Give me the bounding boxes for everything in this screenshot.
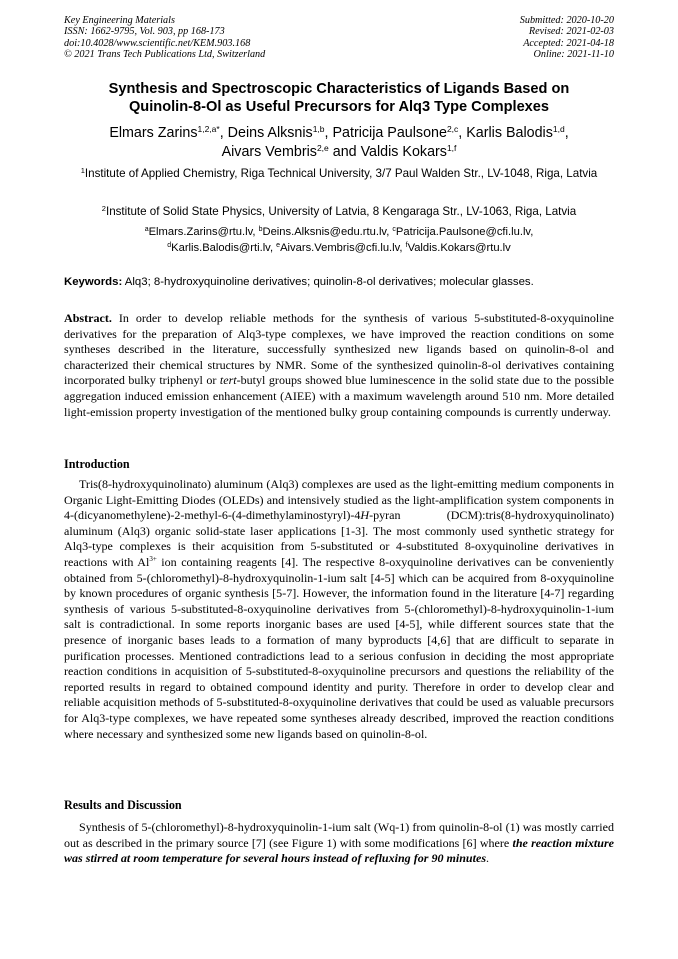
author-affiliation-mark: 1,b: [312, 124, 325, 134]
email-address[interactable]: Patricija.Paulsone@cfi.lu.lv: [395, 226, 531, 238]
email-address[interactable]: Karlis.Balodis@rti.lv: [171, 242, 270, 254]
issn-line: ISSN: 1662-9795, Vol. 903, pp 168-173: [64, 26, 225, 38]
abstract-italic-term: tert: [219, 373, 237, 388]
email-separator: ,: [386, 226, 393, 238]
submitted-date: Submitted: 2020-10-20: [519, 15, 614, 26]
affiliation-2: [64, 204, 614, 220]
introduction-text-2: -pyran (DCM):tris(8-hydroxyquinolinato) aluminum (Alq3) organic solid-state laser applications [1-3]. The most commonly used synthetic strategy for Alq3-type complexes is their acquisition from 5-substituted or 4-substituted 8-oxyquinoline derivatives in reactions with Al: [64, 508, 614, 569]
email-mark: c: [392, 226, 396, 233]
email-mark: f: [405, 242, 408, 249]
author-affiliation-mark: 1,f: [446, 142, 457, 153]
author-name: Karlis Balodis: [466, 125, 553, 141]
results-emphasis: the reaction mixture was stirred at room temperature for several hours instead of refluxing for 90 minutes: [64, 835, 614, 866]
author-separator: and: [328, 143, 361, 160]
introduction-heading: Introduction: [64, 457, 130, 471]
ion-charge: 3+: [149, 554, 157, 563]
author-affiliation-mark: 2,e: [316, 142, 329, 153]
keywords-text: Alq3; 8-hydroxyquinoline derivatives; quinolin-8-ol derivatives; molecular glasses.: [124, 276, 534, 288]
author-affiliation-mark: 1,d: [552, 124, 565, 134]
email-separator: ,: [399, 242, 406, 254]
abstract-text-1: In order to develop reliable methods for the synthesis of various 5-substituted-8-oxyquinoline derivatives for the preparation of Alq3-type complexes, we have improved the reaction conditions on some syntheses described in the literature, successfully synthesized new ligands based on quinolin-8-ol and characterized their chemical structures by NMR. Some of the synthesized quinolin-8-ol derivatives containing incorporated bulky triphenyl or: [64, 311, 614, 388]
journal-header-left: [64, 15, 265, 60]
email-address[interactable]: Deins.Alksnis@edu.rtu.lv: [262, 226, 387, 238]
paper-title: [64, 80, 614, 116]
affiliation-text: Institute of Solid State Physics, University of Latvia, 8 Kengaraga Str., LV-1063, Riga, Latvia: [105, 205, 577, 218]
keywords-label: Keywords:: [64, 276, 123, 288]
abstract-label: Abstract.: [64, 311, 112, 325]
author-affiliation-mark: 1,2,a*: [197, 124, 220, 134]
revised-date: Revised: 2021-02-03: [528, 26, 614, 38]
author-separator: ,: [564, 125, 569, 141]
results-section: [64, 820, 614, 867]
introduction-text-3: ion containing reagents [4]. The respective 8-oxyquinoline derivatives can be conveniently obtained from 5-(chloromethyl)-8-hydroxyquinolin-1-ium salt [4-5] which can be acquired from 8-oxyquinoline by known procedures of organic synthesis [5-7]. However, the information found in the literature [4-7] regarding synthesis of various 5-substituted-8-oxyquinoline derivatives from 5-(chloromethyl)-8-hydroxyquinolin-1-ium salt is contradictional. In some reports inorganic bases are used [4-5], while different sources state that the presence of inorganic bases leads to a formation of many byproducts [4,6] that are difficult to separate in purification processes. Mentioned contradictions lead to a serious confusion in deciding the most appropriate reaction conditions in acquisition of 5-substituted-8-oxyquinoline precursors and questions the reliability of the reported results in regard to obtained compound identity and purity. Therefore in order to develop clear and reliable acquisition methods of 5-substituted-8-oxyquinoline derivatives that could be used as valuable precursors for Alq3-type complexes, we have repeated some syntheses already described, improved the reaction conditions where necessary and synthesized some new ligands based on quinolin-8-ol.: [64, 554, 614, 741]
introduction-italic-term: H: [360, 508, 370, 523]
results-text-1: Synthesis of 5-(chloromethyl)-8-hydroxyquinolin-1-ium salt (Wq-1) from quinolin-8-ol (1) was mostly carried out as described in the primary source [7] (see Figure 1) with some modifications [6] where: [64, 820, 614, 850]
email-mark: b: [258, 226, 263, 233]
introduction-text-1: Tris(8-hydroxyquinolinato) aluminum (Alq3) complexes are used as the light-emitting medium components in Organic Light-Emitting Diodes (OLEDs) and intensively studied as the light-amplification system components in 4-(dicyanomethylene)-2-methyl-6-(4-dimethylaminostyryl)-4: [64, 477, 614, 523]
author-affiliation-mark: 2,c: [446, 124, 459, 134]
author-name: Elmars Zarins: [109, 125, 198, 141]
title-line-1: Synthesis and Spectroscopic Characteristics of Ligands Based on: [108, 81, 570, 97]
email-mark: a: [144, 226, 149, 233]
journal-name: Key Engineering Materials: [64, 15, 175, 26]
online-date: Online: 2021-11-10: [533, 48, 614, 60]
email-mark: e: [276, 242, 281, 249]
keywords-line: [64, 274, 614, 290]
email-separator: ,: [269, 242, 277, 254]
author-separator: ,: [324, 125, 333, 141]
abstract-section: [64, 311, 614, 420]
email-mark: d: [167, 242, 172, 249]
doi-line[interactable]: doi:10.4028/www.scientific.net/KEM.903.168: [64, 37, 251, 49]
results-text-2: .: [486, 851, 490, 866]
results-heading: Results and Discussion: [64, 798, 182, 812]
accepted-date: Accepted: 2021-04-18: [523, 37, 614, 49]
affiliation-text: Institute of Applied Chemistry, Riga Technical University, 3/7 Paul Walden Str., LV-1048, Riga, Latvia: [84, 167, 598, 180]
copyright-line: © 2021 Trans Tech Publications Ltd, Switzerland: [64, 48, 266, 60]
email-list: [64, 224, 614, 256]
email-address[interactable]: Valdis.Kokars@rtu.lv: [407, 242, 511, 254]
title-line-2: Quinolin-8-Ol as Useful Precursors for Alq3 Type Complexes: [128, 99, 550, 115]
author-name: Deins Alksnis: [227, 125, 313, 141]
author-name: Aivars Vembris: [221, 143, 317, 160]
author-name: Patricija Paulsone: [332, 125, 447, 141]
journal-header-right: [520, 15, 614, 60]
email-separator: ,: [252, 226, 259, 238]
author-list: [64, 124, 614, 161]
email-address[interactable]: Aivars.Vembris@cfi.lu.lv: [280, 242, 400, 254]
author-separator: ,: [219, 125, 228, 141]
affiliation-number: 2: [101, 204, 106, 213]
introduction-section: [64, 477, 614, 742]
affiliation-number: 1: [80, 166, 85, 175]
author-separator: ,: [458, 125, 467, 141]
author-name: Valdis Kokars: [360, 143, 447, 160]
email-address[interactable]: Elmars.Zarins@rtu.lv: [148, 226, 253, 238]
abstract-text-2: -butyl groups showed blue luminescence in the solid state due to the possible aggregation induced emission enhancement (AIEE) with a maximum wavelength around 510 nm. More detailed light-emission property investigation of the mentioned bulky group containing compounds is currently underway.: [64, 373, 614, 419]
email-separator: ,: [530, 226, 534, 238]
affiliation-1: [64, 166, 614, 182]
